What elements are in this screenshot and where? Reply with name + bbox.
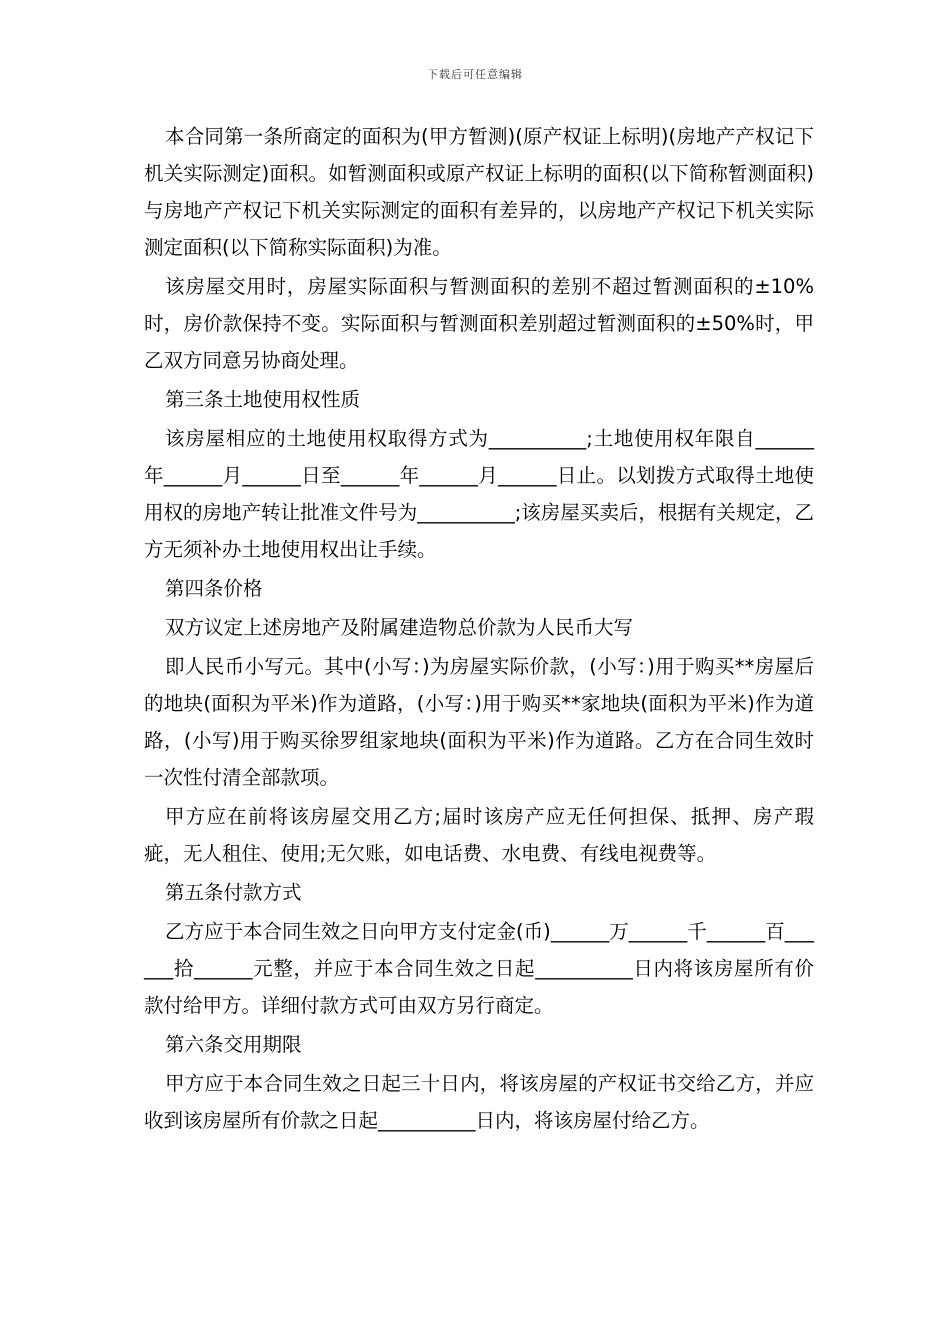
paragraph-area-definition: 本合同第一条所商定的面积为(甲方暂测)(原产权证上标明)(房地产产权记下机关实际测定)面积。如暂测面积或原产权证上标明的面积(以下简称暂测面积)与房地产产权记下机关实际测定的面积有差异的，以房地产产权记下机关实际测定面积(以下简称实际面积)为准。 (144, 125, 814, 259)
paragraph-land-use: 该房屋相应的土地使用权取得方式为__________;土地使用权年限自______年______月______日至______年______月______日止。以划拨方式取得土地使用权的房地产转让批准文件号为__________;该房屋买卖后，根据有关规定，乙方无须补办土地使用权出让手续。 (144, 427, 814, 561)
paragraph-price-breakdown: 即人民币小写元。其中(小写：)为房屋实际价款，(小写：)用于购买**房屋后的地块(面积为平米)作为道路，(小写：)用于购买**家地块(面积为平米)作为道路，(小写)用于购买徐罗组家地块(面积为平米)作为道路。乙方在合同生效时一次性付清全部款项。 (144, 655, 814, 789)
section-heading-land-use: 第三条土地使用权性质 (165, 388, 361, 411)
paragraph-price-total: 双方议定上述房地产及附属建造物总价款为人民币大写 (165, 616, 634, 639)
page-header: 下载后可任意编辑 (427, 68, 523, 81)
section-heading-payment: 第五条付款方式 (165, 881, 302, 904)
paragraph-payment: 乙方应于本合同生效之日向甲方支付定金(币)______万______千______百______拾______元整，并应于本合同生效之日起__________日内将该房屋所有价款付给甲方。详细付款方式可由双方另行商定。 (144, 920, 814, 1017)
section-heading-delivery: 第六条交用期限 (165, 1033, 302, 1056)
document-body (144, 118, 814, 1141)
paragraph-delivery: 甲方应于本合同生效之日起三十日内，将该房屋的产权证书交给乙方，并应收到该房屋所有价款之日起__________日内，将该房屋付给乙方。 (144, 1072, 814, 1132)
paragraph-area-difference: 该房屋交用时，房屋实际面积与暂测面积的差别不超过暂测面积的±10%时，房价款保持不变。实际面积与暂测面积差别超过暂测面积的±50%时，甲乙双方同意另协商处理。 (144, 275, 814, 372)
paragraph-handover-conditions: 甲方应在前将该房屋交用乙方;届时该房产应无任何担保、抵押、房产瑕疵，无人租住、使用;无欠账，如电话费、水电费、有线电视费等。 (144, 805, 814, 865)
section-heading-price: 第四条价格 (165, 577, 263, 600)
